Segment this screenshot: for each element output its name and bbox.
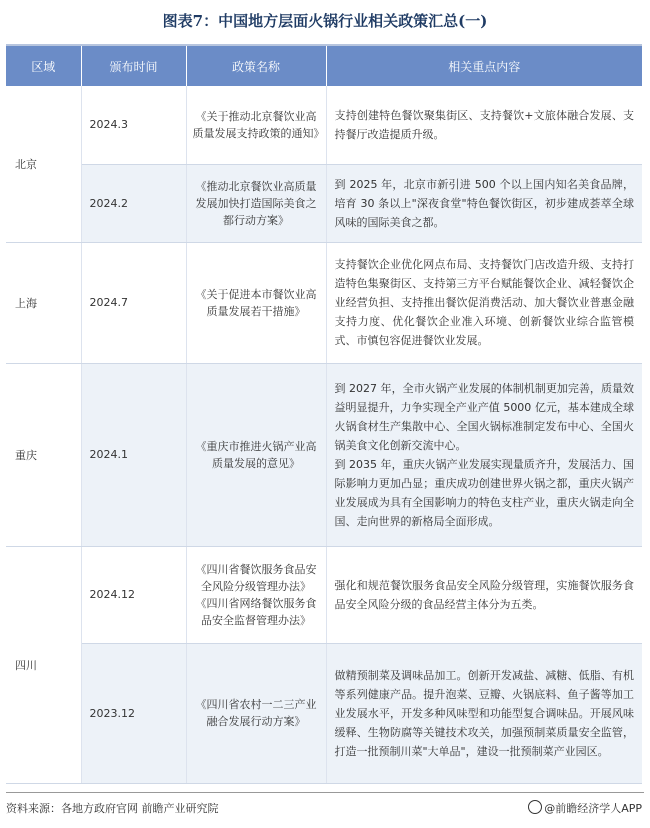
table-row <box>6 164 642 242</box>
header-region: 区域 <box>6 46 81 86</box>
row-content: 强化和规范餐饮服务食品安全风险分级管理，实施餐饮服务食品安全风险分级的食品经营主体分为五类。 <box>326 546 642 643</box>
row-content <box>326 363 642 546</box>
row-policy: 《重庆市推进火锅产业高质量发展的意见》 <box>186 363 326 546</box>
chart-title: 图表7：中国地方层面火锅行业相关政策汇总(一) <box>162 12 488 30</box>
row-date: 2024.2 <box>81 164 186 242</box>
row-content: 支持餐饮企业优化网点布局、支持餐饮门店改造升级、支持打造特色集聚街区、支持第三方平台赋能餐饮企业、减轻餐饮企业经营负担、支持推出餐饮促消费活动、加大餐饮业普惠金融支持力度、优化餐饮企业准入环境、创新餐饮业综合监管模式、市慎包容促进餐饮业发展。 <box>326 242 642 363</box>
footer-divider <box>6 792 644 793</box>
policy-name: 《四川省网络餐饮服务食品安全监督管理办法》 <box>195 596 317 627</box>
region-shanghai: 上海 <box>6 242 81 363</box>
region-sichuan: 四川 <box>6 546 81 783</box>
row-policy: 《关于促进本市餐饮业高质量发展若干措施》 <box>186 242 326 363</box>
table-row <box>6 86 642 164</box>
header-content: 相关重点内容 <box>326 46 642 86</box>
row-date: 2023.12 <box>81 643 186 783</box>
row-policy: 《关于推动北京餐饮业高质量发展支持政策的通知》 <box>186 86 326 164</box>
row-policy: 《四川省农村一二三产业融合发展行动方案》 <box>186 643 326 783</box>
brand-logo-icon <box>528 800 542 814</box>
table-row <box>6 242 642 363</box>
policy-name: 《四川省餐饮服务食品安全风险分级管理办法》 <box>195 562 317 593</box>
table-header-row <box>6 46 642 86</box>
policy-table <box>6 46 642 784</box>
header-date: 颁布时间 <box>81 46 186 86</box>
region-chongqing: 重庆 <box>6 363 81 546</box>
table-row <box>6 363 642 546</box>
table-row <box>6 643 642 783</box>
row-date: 2024.12 <box>81 546 186 643</box>
header-policy: 政策名称 <box>186 46 326 86</box>
row-content: 到 2025 年，北京市新引进 500 个以上国内知名美食品牌，培育 30 条以上"深夜食堂"特色餐饮街区，初步建成荟萃全球风味的国际美食之都。 <box>326 164 642 242</box>
row-policy: 《推动北京餐饮业高质量发展加快打造国际美食之都行动方案》 <box>186 164 326 242</box>
content-paragraph: 到 2027 年，全市火锅产业发展的体制机制更加完善，质量效益明显提升，力争实现全产业产值 5000 亿元，基本建成全球火锅食材生产集散中心、全国火锅标准制定发布中心、全国火锅美食文化创新交流中心。 <box>334 381 634 452</box>
row-content: 做精预制菜及调味品加工。创新开发减盐、减糖、低脂、有机等系列健康产品。提升泡菜、豆瓣、火锅底料、鱼子酱等加工业发展水平，开发多种风味型和功能型复合调味品。开展风味缓释、生物防腐等关键技术攻关，加强预制菜质量安全监管，打造一批预制川菜"大单品"，建设一批预制菜产业园区。 <box>326 643 642 783</box>
row-policy <box>186 546 326 643</box>
brand-text: @前瞻经济学人APP <box>544 802 642 815</box>
row-date: 2024.7 <box>81 242 186 363</box>
row-date: 2024.1 <box>81 363 186 546</box>
region-beijing: 北京 <box>6 86 81 242</box>
table-row <box>6 546 642 643</box>
row-date: 2024.3 <box>81 86 186 164</box>
brand-note <box>528 800 642 816</box>
content-paragraph: 到 2035 年，重庆火锅产业发展实现量质齐升，发展活力、国际影响力更加凸显；重庆成功创建世界火锅之都，重庆火锅产业发展成为具有全国影响力的特色支柱产业，重庆火锅走向全国、走向世界的新格局全面形成。 <box>334 457 634 528</box>
row-content: 支持创建特色餐饮聚集街区、支持餐饮+文旅体融合发展、支持餐厅改造提质升级。 <box>326 86 642 164</box>
source-note: 资料来源：各地方政府官网 前瞻产业研究院 <box>6 802 219 815</box>
